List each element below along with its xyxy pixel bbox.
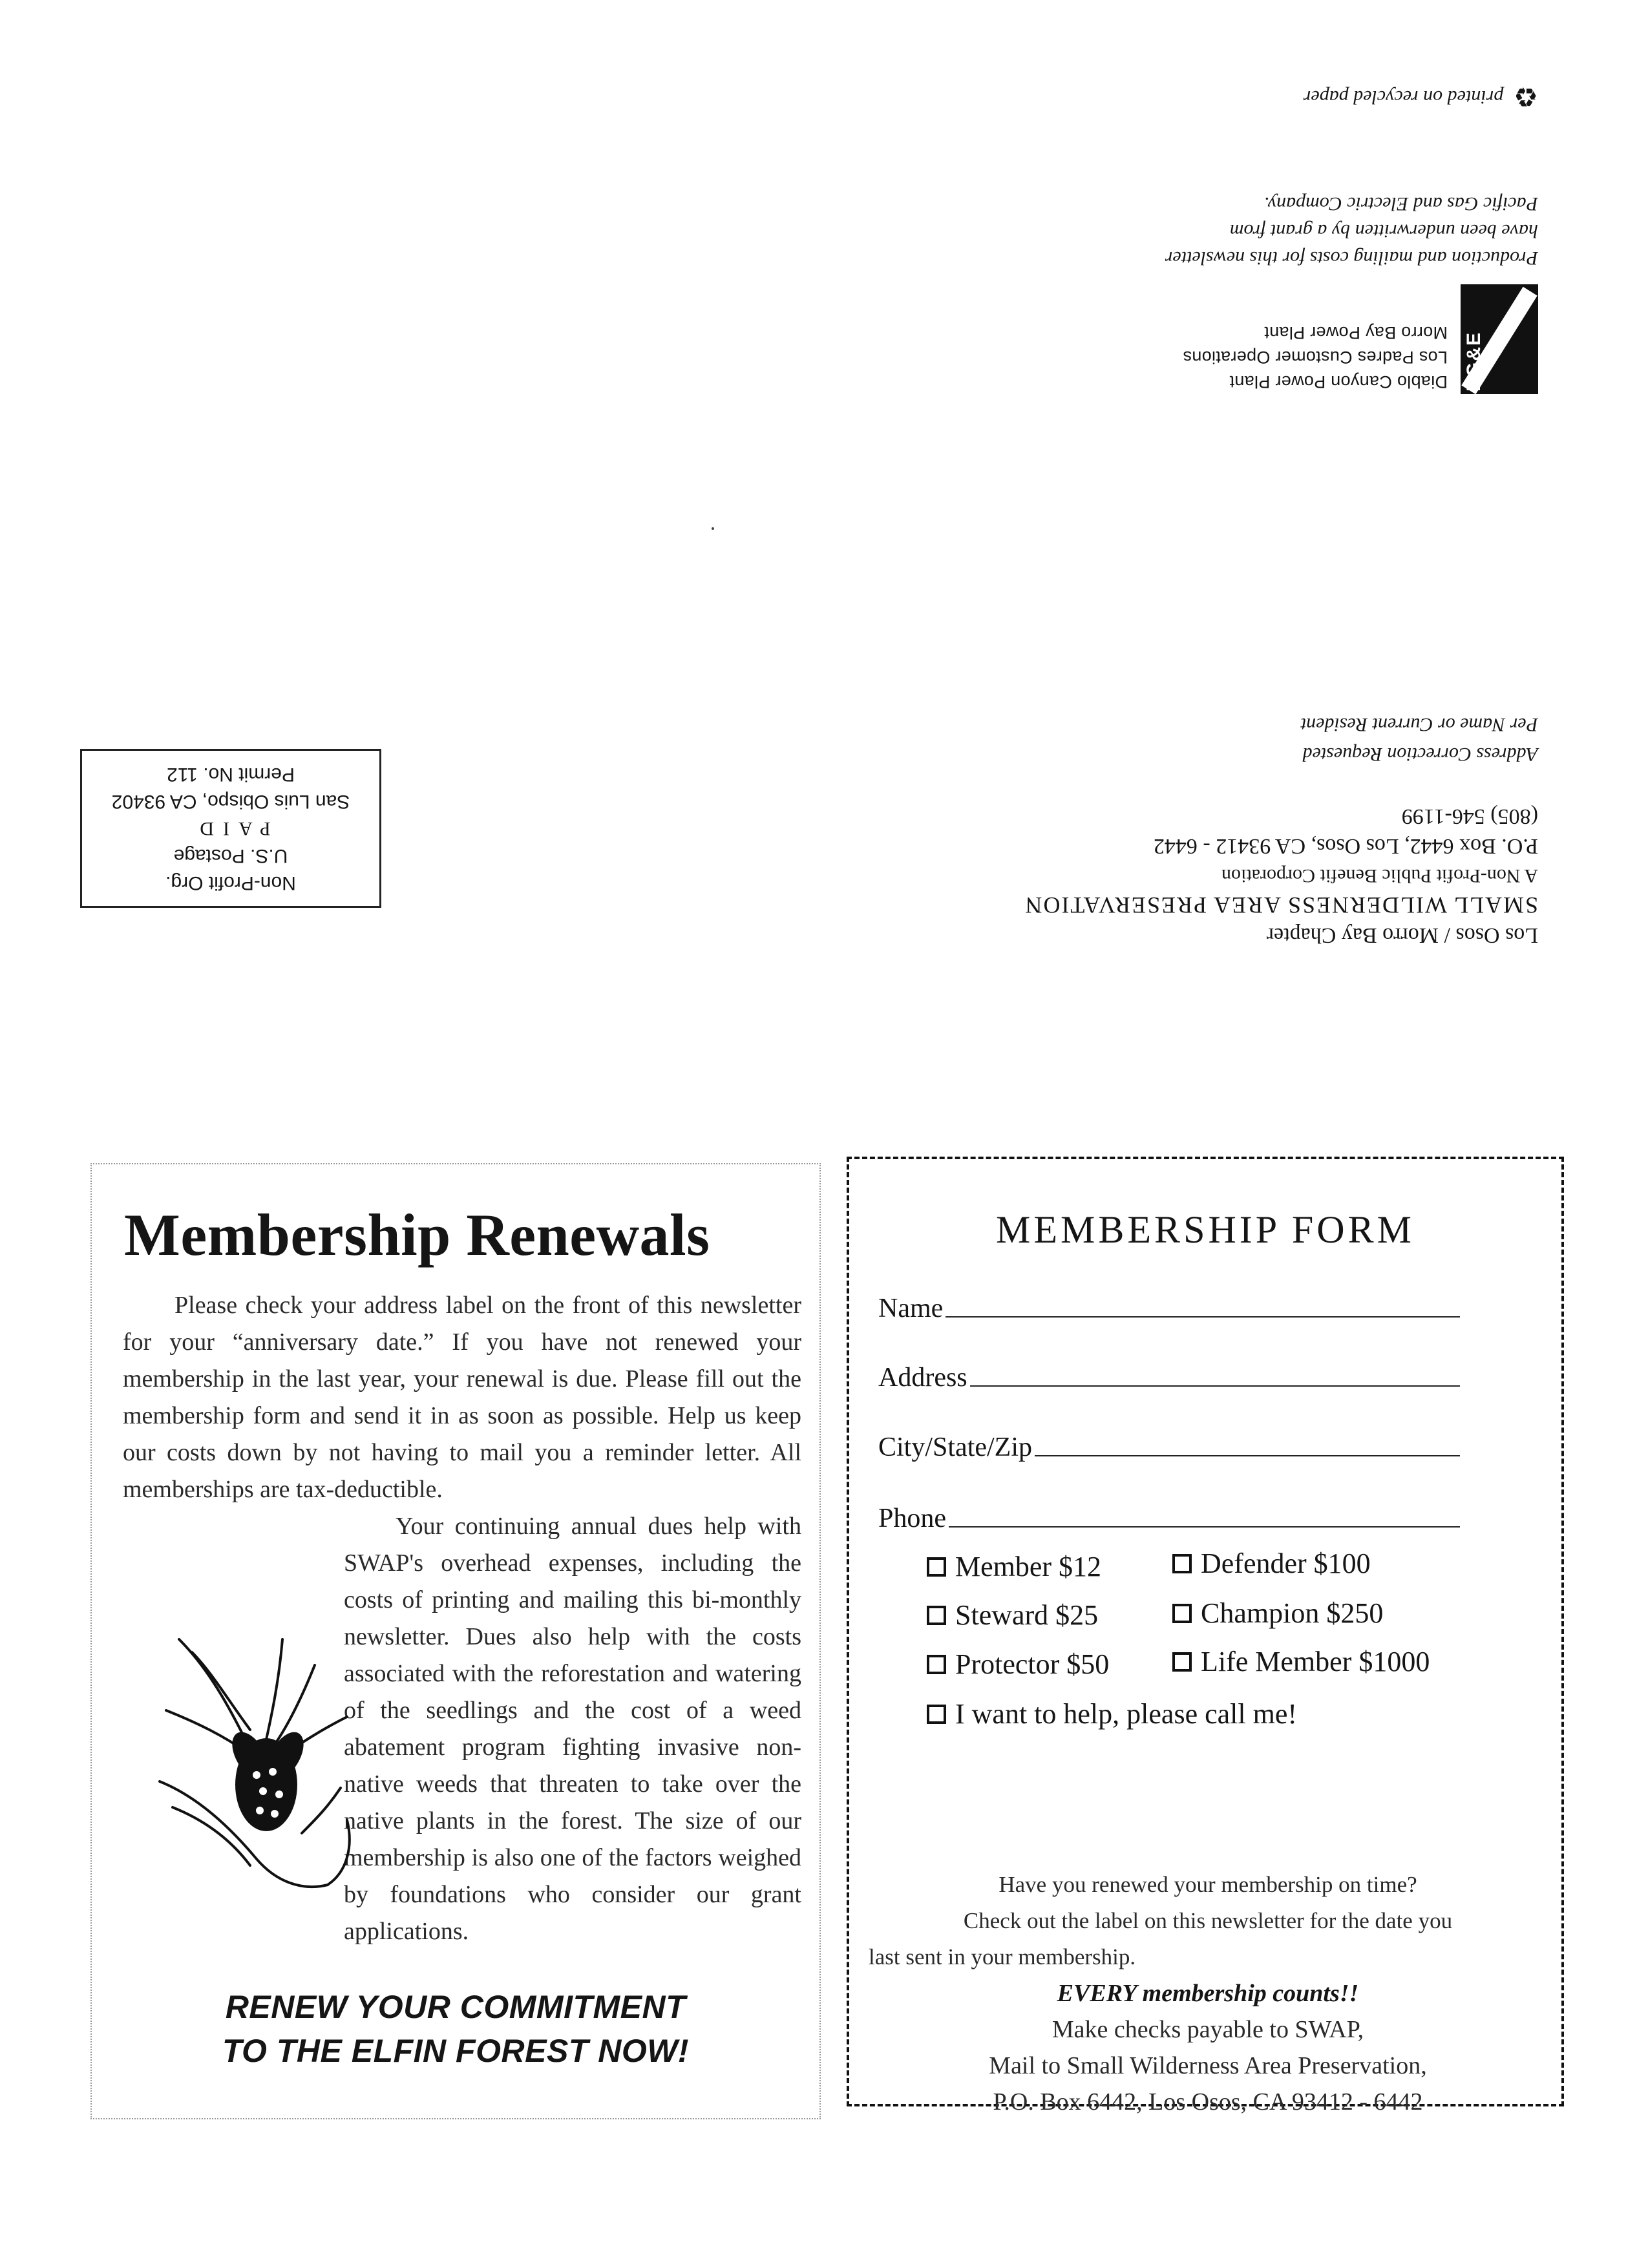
option-defender[interactable] xyxy=(1172,1547,1371,1580)
option-label: Member $12 xyxy=(955,1551,1102,1582)
payment-line: Mail to Small Wilderness Area Preservation, xyxy=(989,2052,1427,2079)
org-name: SMALL WILDERNESS AREA PRESERVATION xyxy=(1024,892,1538,918)
facility-line: Diablo Canyon Power Plant xyxy=(1229,372,1448,392)
checkbox[interactable] xyxy=(927,1606,946,1625)
option-member[interactable] xyxy=(927,1550,1101,1583)
address-field[interactable] xyxy=(878,1354,1460,1393)
renew-call-line: TO THE ELFIN FOREST NOW! xyxy=(222,2033,690,2069)
note-line: last sent in your membership. xyxy=(869,1944,1136,1969)
flower-in-hand-illustration xyxy=(153,1626,373,1898)
facility-line: Morro Bay Power Plant xyxy=(1264,323,1448,342)
po-box: P.O. Box 6442, Los Osos, CA 93412 - 6442 xyxy=(1153,834,1538,858)
pge-logo-text: PG&E xyxy=(1463,331,1484,392)
option-label: Life Member $1000 xyxy=(1201,1646,1430,1677)
grant-notice xyxy=(892,190,1538,271)
field-label: Name xyxy=(878,1294,944,1323)
current-resident: Per Name or Current Resident xyxy=(1300,714,1538,735)
option-label: Defender $100 xyxy=(1201,1548,1371,1579)
phone-number: (805) 546-1199 xyxy=(1401,804,1538,828)
renewals-title: Membership Renewals xyxy=(124,1202,710,1268)
option-label: I want to help, please call me! xyxy=(955,1698,1298,1730)
field-label: City/State/Zip xyxy=(878,1433,1032,1462)
address-correction: Address Correction Requested xyxy=(1302,744,1538,765)
option-label: Steward $25 xyxy=(955,1599,1099,1631)
every-membership-counts: EVERY membership counts!! xyxy=(1057,1980,1359,2007)
note-line: Check out the label on this newsletter for the date you xyxy=(963,1908,1453,1933)
option-volunteer[interactable] xyxy=(927,1697,1297,1730)
name-field[interactable] xyxy=(878,1285,1460,1324)
sponsor-block xyxy=(892,278,1538,394)
checkbox[interactable] xyxy=(1172,1652,1192,1672)
checkbox[interactable] xyxy=(1172,1554,1192,1573)
postage-line: Non-Profit Org. xyxy=(165,872,296,894)
renewals-paragraph-text: Your continuing annual dues help with SWAP's overhead expenses, including the costs of printing and mailing this bi-monthly newsletter. Dues also help with the costs associated with the reforestation and watering of the seedlings and the cost of a weed abatement program fighting invasive non-native weeds that threaten to take over the native plants in the forest. The size of our membership is also one of the factors weighed by foundations who consider our grant applications. xyxy=(344,1513,801,1945)
form-title: MEMBERSHIP FORM xyxy=(996,1208,1415,1251)
option-label: Protector $50 xyxy=(955,1648,1110,1680)
checkbox[interactable] xyxy=(927,1705,946,1724)
postage-line: Permit No. 112 xyxy=(167,764,295,785)
field-label: Phone xyxy=(878,1504,946,1533)
phone-field[interactable] xyxy=(878,1495,1460,1534)
option-protector[interactable] xyxy=(927,1648,1109,1681)
corp-type: A Non-Profit Public Benefit Corporation xyxy=(1221,865,1538,887)
renewals-paragraph: Please check your address label on the front of this newsletter for your “anniversary date.” If you have not renewed your membership in the last year, your renewal is due. Please fill out the membership form and send it in as soon as possible. Help us keep our costs down by not having to mail you a reminder letter. All memberships are tax-deductible. xyxy=(123,1292,801,1503)
mailing-panel xyxy=(0,0,1648,1066)
checkbox[interactable] xyxy=(1172,1604,1192,1623)
checkbox[interactable] xyxy=(927,1557,946,1577)
note-line: Have you renewed your membership on time? xyxy=(998,1872,1417,1897)
return-address xyxy=(698,709,1538,950)
recycled-paper-note xyxy=(1293,78,1538,116)
city-state-zip-field[interactable] xyxy=(878,1424,1460,1463)
postage-line: San Luis Obispo, CA 93402 xyxy=(111,791,350,812)
option-life-member[interactable] xyxy=(1172,1645,1430,1678)
membership-form xyxy=(847,1157,1564,2116)
grant-line: have been underwritten by a grant from xyxy=(1229,220,1538,242)
postage-line: U.S. Postage xyxy=(173,845,288,866)
grant-line: Production and mailing costs for this newsletter xyxy=(1165,247,1538,269)
checkbox[interactable] xyxy=(927,1655,946,1674)
form-note xyxy=(869,1867,1547,2120)
payment-line: P.O. Box 6442, Los Osos, CA 93412 - 6442 xyxy=(993,2088,1423,2116)
grant-line: Pacific Gas and Electric Company. xyxy=(1263,193,1538,215)
option-champion[interactable] xyxy=(1172,1597,1383,1630)
renew-call-to-action xyxy=(92,1985,819,2073)
option-steward[interactable] xyxy=(927,1599,1098,1632)
renew-call-line: RENEW YOUR COMMITMENT xyxy=(225,1989,686,2025)
sponsor-facilities xyxy=(1183,320,1448,394)
recycle-icon: ♻ xyxy=(1514,81,1538,113)
field-label: Address xyxy=(878,1363,967,1392)
membership-renewals-article xyxy=(90,1163,821,2119)
facility-line: Los Padres Customer Operations xyxy=(1183,348,1448,367)
payment-line: Make checks payable to SWAP, xyxy=(1051,2016,1364,2043)
speck xyxy=(712,527,714,530)
option-label: Champion $250 xyxy=(1201,1597,1384,1629)
pge-logo xyxy=(1461,284,1538,394)
postage-indicia xyxy=(80,749,381,908)
chapter-name: Los Osos / Morro Bay Chapter xyxy=(1266,923,1538,947)
recycled-text: printed on recycled paper xyxy=(1303,87,1504,108)
postage-paid: PAID xyxy=(191,818,271,839)
